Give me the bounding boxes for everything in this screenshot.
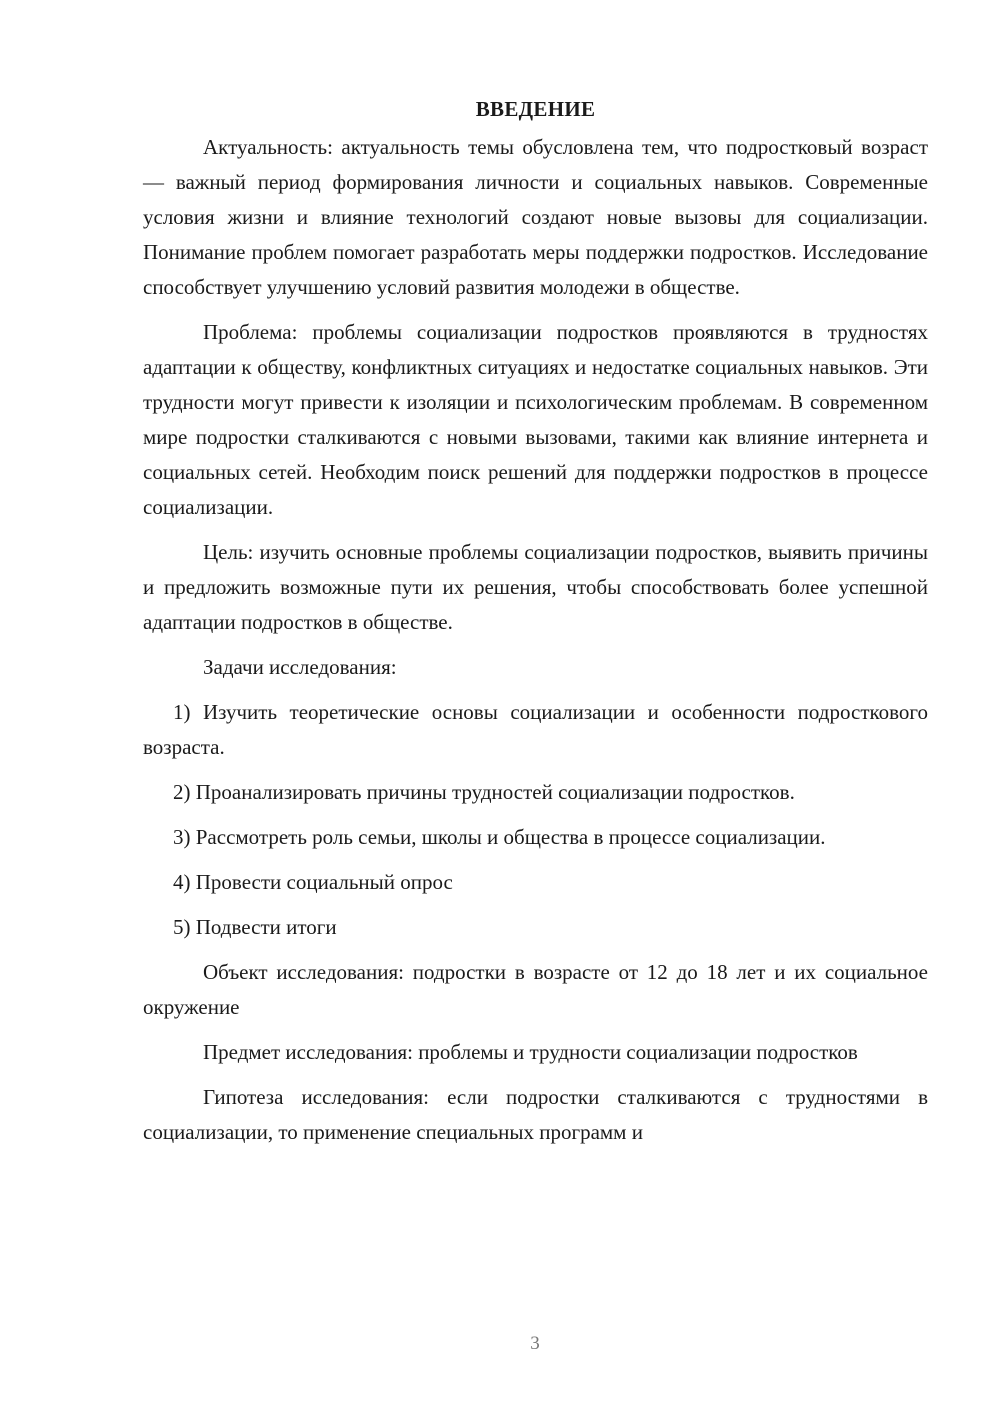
task-item-5: 5) Подвести итоги xyxy=(173,915,337,939)
paragraph-object: Объект исследования: подростки в возрасте от 12 до 18 лет и их социальное окружение xyxy=(143,960,928,1019)
paragraph-relevance: Актуальность: актуальность темы обусловлена тем, что подростковый возраст — важный период формирования личности и социальных навыков. Современные условия жизни и влияние технологий создают новые вызовы для социализации. Понимание проблем помогает разработать меры поддержки подростков. Исследование способствует улучшению условий развития молодежи в обществе. xyxy=(143,135,928,299)
paragraph-goal: Цель: изучить основные проблемы социализации подростков, выявить причины и предложить возможные пути их решения, чтобы способствовать более успешной адаптации подростков в обществе. xyxy=(143,540,928,634)
paragraph-problem: Проблема: проблемы социализации подростков проявляются в трудностях адаптации к обществу, конфликтных ситуациях и недостатке социальных навыков. Эти трудности могут привести к изоляции и психологическим проблемам. В современном мире подростки сталкиваются с новыми вызовами, такими как влияние интернета и социальных сетей. Необходим поиск решений для поддержки подростков в процессе социализации. xyxy=(143,320,928,519)
document-page xyxy=(143,94,928,1160)
paragraph-hypothesis: Гипотеза исследования: если подростки сталкиваются с трудностями в социализации, то применение специальных программ и xyxy=(143,1085,928,1144)
task-item-1: 1) Изучить теоретические основы социализации и особенности подросткового возраста. xyxy=(143,700,928,759)
paragraph-subject: Предмет исследования: проблемы и трудности социализации подростков xyxy=(203,1040,858,1064)
page-number: 3 xyxy=(530,1333,540,1354)
document-title: ВВЕДЕНИЕ xyxy=(475,97,596,121)
task-item-4: 4) Провести социальный опрос xyxy=(173,870,453,894)
task-item-3: 3) Рассмотреть роль семьи, школы и общества в процессе социализации. xyxy=(173,825,826,849)
task-item-2: 2) Проанализировать причины трудностей социализации подростков. xyxy=(173,780,795,804)
tasks-heading: Задачи исследования: xyxy=(203,655,397,679)
